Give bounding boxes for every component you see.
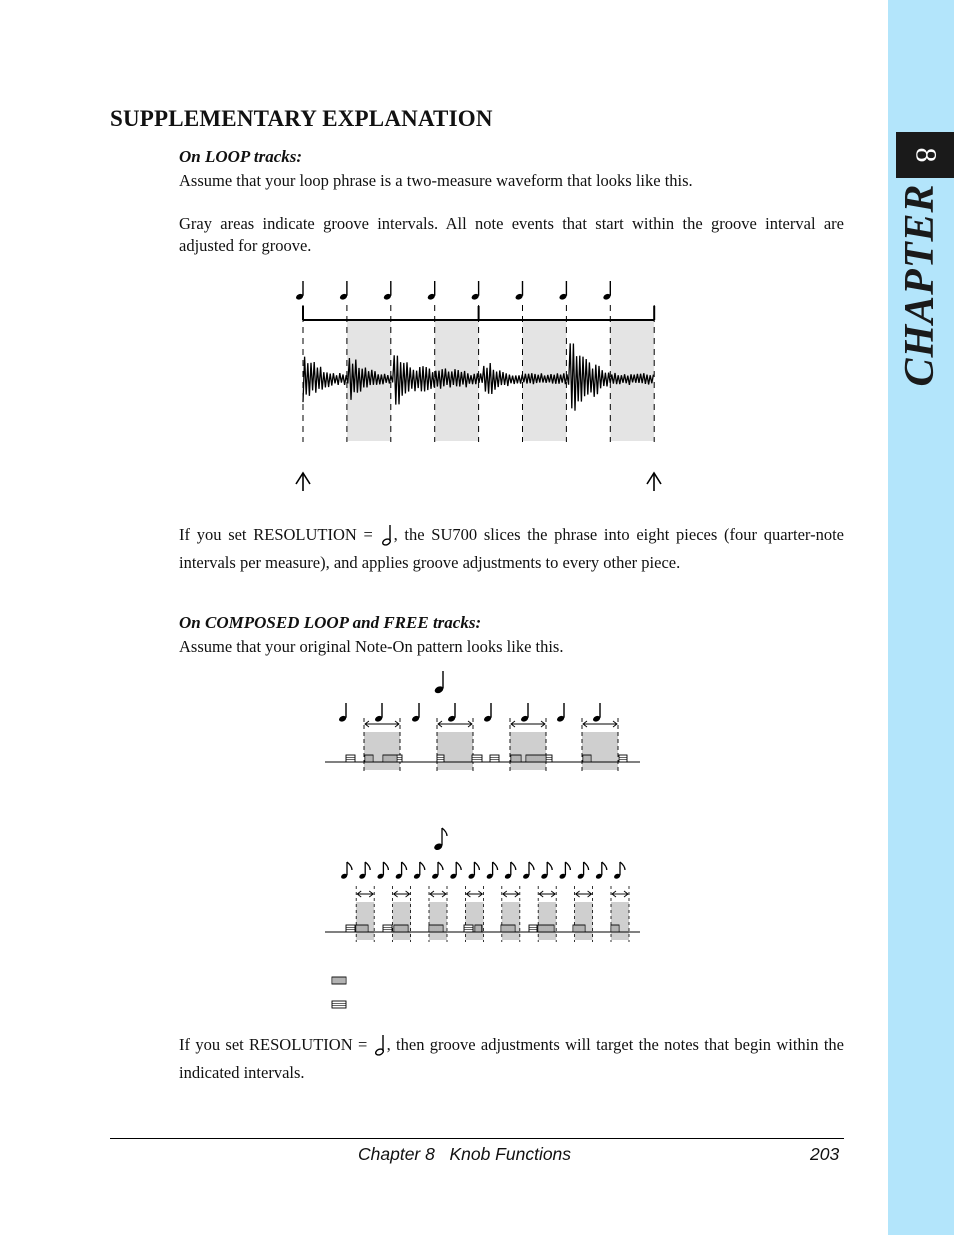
eighth-note-icon xyxy=(449,862,461,880)
eighth-note-icon xyxy=(431,862,443,880)
note-on-vertical-marker xyxy=(511,755,521,762)
interval-arrow xyxy=(583,721,617,727)
quarter-note-icon xyxy=(556,703,565,723)
groove-interval xyxy=(538,902,556,940)
quarter-note-icon xyxy=(374,703,383,723)
quarter-note-icon xyxy=(338,703,347,723)
groove-interval xyxy=(502,902,520,940)
groove-interval xyxy=(510,732,546,770)
eighth-note-icon xyxy=(613,862,625,880)
groove-explanation: Gray areas indicate groove intervals. All note events that start within the groove interval are adjusted for groove. xyxy=(179,214,844,255)
eighth-note-icon xyxy=(595,862,607,880)
loop-subhead: On LOOP tracks: xyxy=(179,147,303,166)
interval-arrow xyxy=(357,891,373,897)
half-note-icon xyxy=(373,1034,387,1062)
note-on-horizontal-marker xyxy=(332,1001,346,1008)
groove-interval xyxy=(429,902,447,940)
quarter-note-icon xyxy=(483,703,492,723)
loop-intro: Assume that your loop phrase is a two-measure waveform that looks like this. xyxy=(179,171,693,190)
quarter-note-icon xyxy=(411,703,420,723)
interval-arrow xyxy=(511,721,545,727)
note-on-vertical-marker xyxy=(429,925,443,932)
note-on-horizontal-marker xyxy=(437,755,444,762)
groove-interval xyxy=(356,902,374,940)
note-on-vertical-marker xyxy=(383,755,397,762)
eighth-note-icon xyxy=(559,862,571,880)
groove-interval xyxy=(611,902,629,940)
interval-arrow xyxy=(539,891,555,897)
page-number: 203 xyxy=(810,1144,840,1164)
note-on-horizontal-marker xyxy=(490,755,499,762)
eighth-note-icon xyxy=(395,862,407,880)
interval-arrow xyxy=(394,891,410,897)
note-on-vertical-marker xyxy=(501,925,515,932)
note-on-horizontal-marker xyxy=(383,925,392,932)
section-heading: SUPPLEMENTARY EXPLANATION xyxy=(110,106,493,131)
note-on-vertical-marker xyxy=(611,925,619,932)
note-on-vertical-marker xyxy=(583,755,591,762)
eighth-note-icon xyxy=(358,862,370,880)
interval-arrow xyxy=(503,891,519,897)
chapter-number: 8 xyxy=(909,147,942,163)
quarter-note-icon xyxy=(434,671,445,694)
interval-arrow xyxy=(365,721,399,727)
eighth-note-icon xyxy=(504,862,516,880)
note-on-vertical-marker xyxy=(394,925,408,932)
note-on-horizontal-marker xyxy=(346,755,355,762)
note-on-vertical-marker xyxy=(365,755,373,762)
interval-arrow xyxy=(576,891,592,897)
groove-interval xyxy=(465,902,483,940)
footer-rule xyxy=(110,1138,844,1139)
note-on-horizontal-marker xyxy=(346,925,355,932)
eighth-note-icon xyxy=(577,862,589,880)
composed-subhead: On COMPOSED LOOP and FREE tracks: xyxy=(179,613,482,632)
eighth-note-icon xyxy=(377,862,389,880)
note-on-vertical-marker xyxy=(332,977,346,984)
note-on-horizontal-marker xyxy=(472,755,482,762)
eighth-note-icon xyxy=(540,862,552,880)
note-on-vertical-marker xyxy=(526,755,546,762)
resolution-explanation-loop: If you set RESOLUTION = , the SU700 slices the phrase into eight pieces (four quarter-note intervals per measure), and applies groove adjustments to every other piece. xyxy=(179,525,844,572)
note-on-vertical-marker xyxy=(475,925,482,932)
note-on-vertical-marker xyxy=(573,925,585,932)
resolution-explanation-composed: If you set RESOLUTION = , then groove adjustments will target the notes that begin within the indicated intervals. xyxy=(179,1035,845,1082)
note-on-vertical-marker xyxy=(356,925,368,932)
quarter-note-icon xyxy=(592,703,601,723)
eighth-note-icon xyxy=(433,828,447,851)
groove-interval xyxy=(437,732,473,770)
note-on-horizontal-marker xyxy=(397,755,402,762)
groove-interval xyxy=(364,732,400,770)
eighth-note-icon xyxy=(486,862,498,880)
eighth-note-icon xyxy=(340,862,352,880)
composed-intro: Assume that your original Note-On pattern looks like this. xyxy=(179,637,564,656)
quarter-note-icon xyxy=(520,703,529,723)
note-on-horizontal-marker xyxy=(464,925,473,932)
note-on-horizontal-marker xyxy=(619,755,627,762)
note-on-horizontal-marker xyxy=(529,925,537,932)
groove-interval xyxy=(575,902,593,940)
note-on-vertical-marker xyxy=(538,925,554,932)
groove-interval xyxy=(582,732,618,770)
footer-chapter-label: Chapter 8 Knob Functions xyxy=(358,1144,572,1164)
interval-arrow xyxy=(466,891,482,897)
eighth-note-icon xyxy=(413,862,425,880)
quarter-note-icon xyxy=(447,703,456,723)
eighth-note-icon xyxy=(468,862,480,880)
interval-arrow xyxy=(438,721,472,727)
groove-interval xyxy=(393,902,411,940)
interval-arrow xyxy=(612,891,628,897)
eighth-note-icon xyxy=(522,862,534,880)
note-on-horizontal-marker xyxy=(546,755,552,762)
interval-arrow xyxy=(430,891,446,897)
